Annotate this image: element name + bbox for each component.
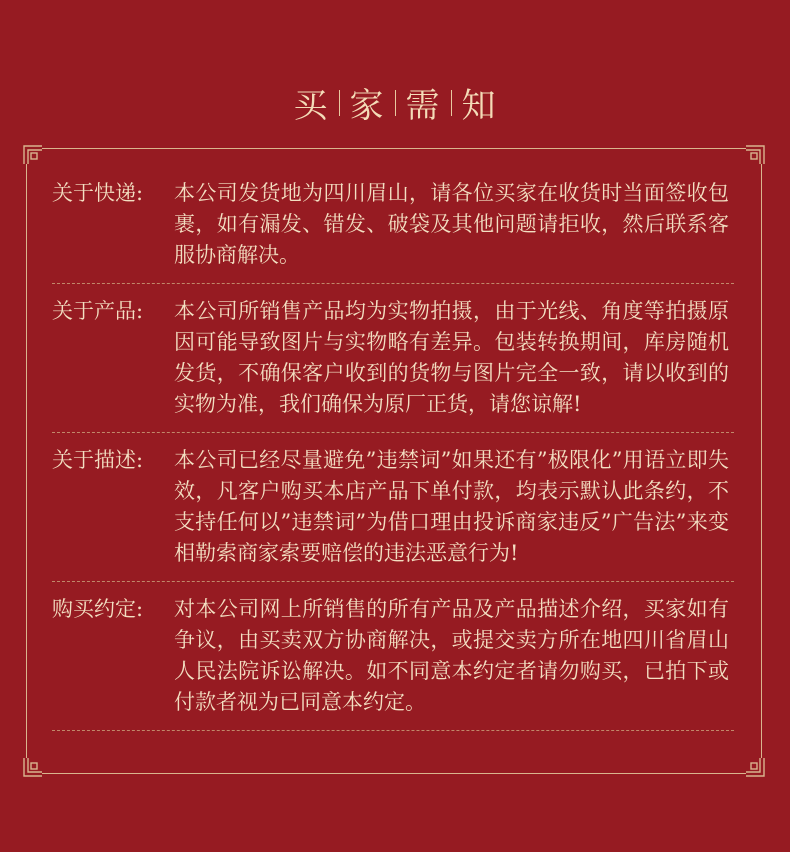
- title-char: 知: [461, 86, 497, 126]
- corner-ornament-icon: [744, 756, 766, 778]
- section-purchase-agreement: [52, 594, 742, 718]
- frame-bottom-line: [42, 773, 746, 774]
- section-text: 本公司已经尽量避免”违禁词”如果还有”极限化”用语立即失效，凡客户购买本店产品下单付款，均表示默认此条约，不支持任何以”违禁词”为借口理由投诉商家违反”广告法”来变相勒索商家索要赔偿的违法恶意行为!: [174, 448, 729, 565]
- section-description: [52, 445, 742, 569]
- section-divider: [52, 730, 734, 731]
- section-text: 对本公司网上所销售的所有产品及产品描述介绍，买家如有争议，由买卖双方协商解决，或提交卖方所在地四川省眉山人民法院诉讼解决。如不同意本约定者请勿购买，已拍下或付款者视为已同意本约定。: [174, 597, 729, 714]
- section-divider: [52, 581, 734, 582]
- section-label: 关于产品:: [52, 299, 144, 323]
- section-label: 关于描述:: [52, 448, 144, 472]
- corner-ornament-icon: [22, 756, 44, 778]
- title-char: 需: [405, 86, 441, 126]
- section-text: 本公司所销售产品均为实物拍摄，由于光线、角度等拍摄原因可能导致图片与实物略有差异。包装转换期间，库房随机发货，不确保客户收到的货物与图片完全一致，请以收到的实物为准，我们确保为原厂正货，请您谅解!: [174, 299, 729, 416]
- corner-ornament-icon: [22, 144, 44, 166]
- section-divider: [52, 432, 734, 433]
- frame-top-line: [42, 148, 746, 149]
- section-shipping: [52, 178, 742, 271]
- corner-ornament-icon: [744, 144, 766, 166]
- title-separator: [339, 90, 340, 116]
- title-separator: [395, 90, 396, 116]
- page-title: [0, 78, 790, 127]
- title-char: 家: [349, 86, 385, 126]
- title-char: 买: [293, 86, 329, 126]
- frame-right-line: [761, 164, 762, 758]
- section-text: 本公司发货地为四川眉山，请各位买家在收货时当面签收包裹，如有漏发、错发、破袋及其他问题请拒收，然后联系客服协商解决。: [174, 181, 729, 267]
- section-label: 关于快递:: [52, 181, 144, 205]
- title-separator: [451, 90, 452, 116]
- section-divider: [52, 283, 734, 284]
- section-product: [52, 296, 742, 420]
- section-label: 购买约定:: [52, 597, 144, 621]
- notice-content: [52, 178, 742, 731]
- frame-left-line: [26, 164, 27, 758]
